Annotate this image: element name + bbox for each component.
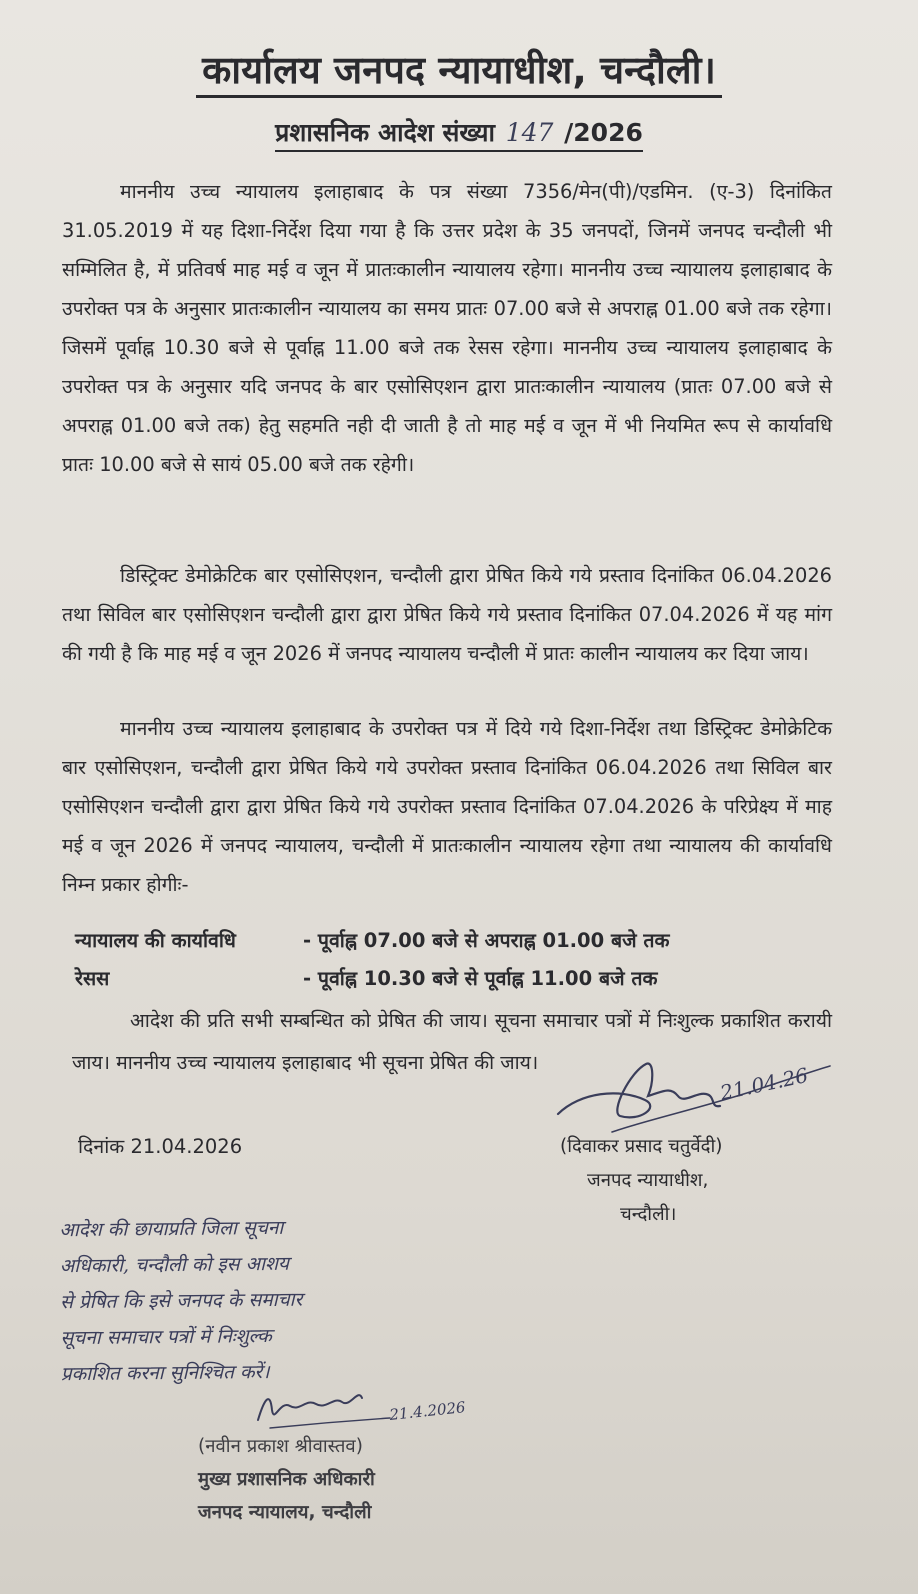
office-title-text: कार्यालय जनपद न्यायाधीश, चन्दौली। xyxy=(196,49,722,98)
signatory-place: चन्दौली। xyxy=(620,1204,677,1225)
handwritten-line: सूचना समाचार पत्रों में निःशुल्क xyxy=(60,1324,272,1350)
paragraph-bar-proposal xyxy=(62,556,832,673)
paragraph-3-text: माननीय उच्च न्यायालय इलाहाबाद के उपरोक्त पत्र में दिये गये दिशा-निर्देश तथा डिस्ट्रिक्ट डेमोक्रेटिक बार एसोसिएशन, चन्दौली द्वारा प्रेषित किये गये उपरोक्त प्रस्ताव दिनांकित 06.04.2026 तथा सिविल बार एसोसिएशन चन्दौली द्वारा द्वारा प्रेषित किये गये उपरोक्त प्रस्ताव दिनांकित 07.04.2026 के परिप्रेक्ष्य में माह मई व जून 2026 में जनपद न्यायालय, चन्दौली में प्रातःकालीन न्यायालय रहेगा तथा न्यायालय की कार्यावधि निम्न प्रकार होगीः- xyxy=(62,717,832,896)
officer-block xyxy=(198,1430,375,1529)
signature-date: 21.04.26 xyxy=(718,1062,811,1105)
judge-signature xyxy=(550,1052,840,1142)
order-heading-underlined xyxy=(275,118,643,152)
handwritten-line: आदेश की छायाप्रति जिला सूचना xyxy=(59,1216,284,1242)
order-number: 147 xyxy=(505,118,554,147)
signatory-name: (दिवाकर प्रसाद चतुर्वेदी) xyxy=(560,1136,723,1157)
timing-label: न्यायालय की कार्यावधि xyxy=(75,929,236,952)
handwritten-line: से प्रेषित कि इसे जनपद के समाचार xyxy=(59,1288,303,1314)
handwritten-line: अधिकारी, चन्दौली को इस आशय xyxy=(59,1252,290,1278)
timing-value: - पूर्वाह्न 10.30 बजे से पूर्वाह्न 11.00 बजे तक xyxy=(303,967,658,990)
order-date: दिनांक 21.04.2026 xyxy=(78,1135,243,1158)
officer-office: जनपद न्यायालय, चन्दौली xyxy=(198,1502,372,1523)
office-title xyxy=(0,48,918,98)
officer-signature-date: 21.4.2026 xyxy=(388,1398,467,1424)
paragraph-1-text: माननीय उच्च न्यायालय इलाहाबाद के पत्र संख्या 7356/मेन(पी)/एडमिन. (ए-3) दिनांकित 31.05.2019 में यह दिशा-निर्देश दिया गया है कि उत्तर प्रदेश के 35 जनपदों, जिनमें जनपद चन्दौली भी सम्मिलित है, में प्रतिवर्ष माह मई व जून में प्रातःकालीन न्यायालय रहेगा। माननीय उच्च न्यायालय इलाहाबाद के उपरोक्त पत्र के अनुसार प्रातःकालीन न्यायालय का समय प्रातः 07.00 बजे से अपराह्न 01.00 बजे तक रहेगा। जिसमें पूर्वाह्न 10.30 बजे से पूर्वाह्न 11.00 बजे तक रेसस रहेगा। माननीय उच्च न्यायालय इलाहाबाद के उपरोक्त पत्र के अनुसार यदि जनपद के बार एसोसिएशन द्वारा प्रातःकालीन न्यायालय (प्रातः 07.00 बजे से अपराह्न 01.00 बजे तक) हेतु सहमति नही दी जाती है तो माह मई व जून में भी नियमित रूप से कार्यावधि प्रातः 10.00 बजे से सायं 05.00 बजे तक रहेगी। xyxy=(62,180,832,476)
officer-designation: मुख्य प्रशासनिक अधिकारी xyxy=(198,1469,375,1490)
paragraph-2-text: डिस्ट्रिक्ट डेमोक्रेटिक बार एसोसिएशन, चन्दौली द्वारा प्रेषित किये गये प्रस्ताव दिनांकित 06.04.2026 तथा सिविल बार एसोसिएशन चन्दौली द्वारा द्वारा प्रेषित किये गये प्रस्ताव दिनांकित 07.04.2026 में यह मांग की गयी है कि माह मई व जून 2026 में जनपद न्यायालय चन्दौली में प्रातः कालीन न्यायालय कर दिया जाय। xyxy=(62,564,832,665)
timing-label: रेसस xyxy=(75,967,110,990)
officer-name: (नवीन प्रकाश श्रीवास्तव) xyxy=(198,1436,363,1457)
paragraph-decision xyxy=(62,709,832,904)
signatory-title: जनपद न्यायाधीश, xyxy=(587,1170,709,1191)
paragraph-4-text: आदेश की प्रति सभी सम्बन्धित को प्रेषित की जाय। सूचना समाचार पत्रों में निःशुल्क प्रकाशित करायी जाय। माननीय उच्च न्यायालय इलाहाबाद भी सूचना प्रेषित की जाय। xyxy=(72,1009,832,1074)
order-prefix: प्रशासनिक आदेश संख्या xyxy=(275,118,495,147)
timing-value: - पूर्वाह्न 07.00 बजे से अपराह्न 01.00 बजे तक xyxy=(303,929,670,952)
handwritten-endorsement xyxy=(59,1208,481,1392)
paragraph-high-court-directive xyxy=(62,172,832,484)
order-year: /2026 xyxy=(564,118,643,147)
signatory-block xyxy=(560,1130,723,1232)
order-heading xyxy=(0,118,918,152)
handwritten-line: प्रकाशित करना सुनिश्चित करें। xyxy=(60,1361,270,1386)
